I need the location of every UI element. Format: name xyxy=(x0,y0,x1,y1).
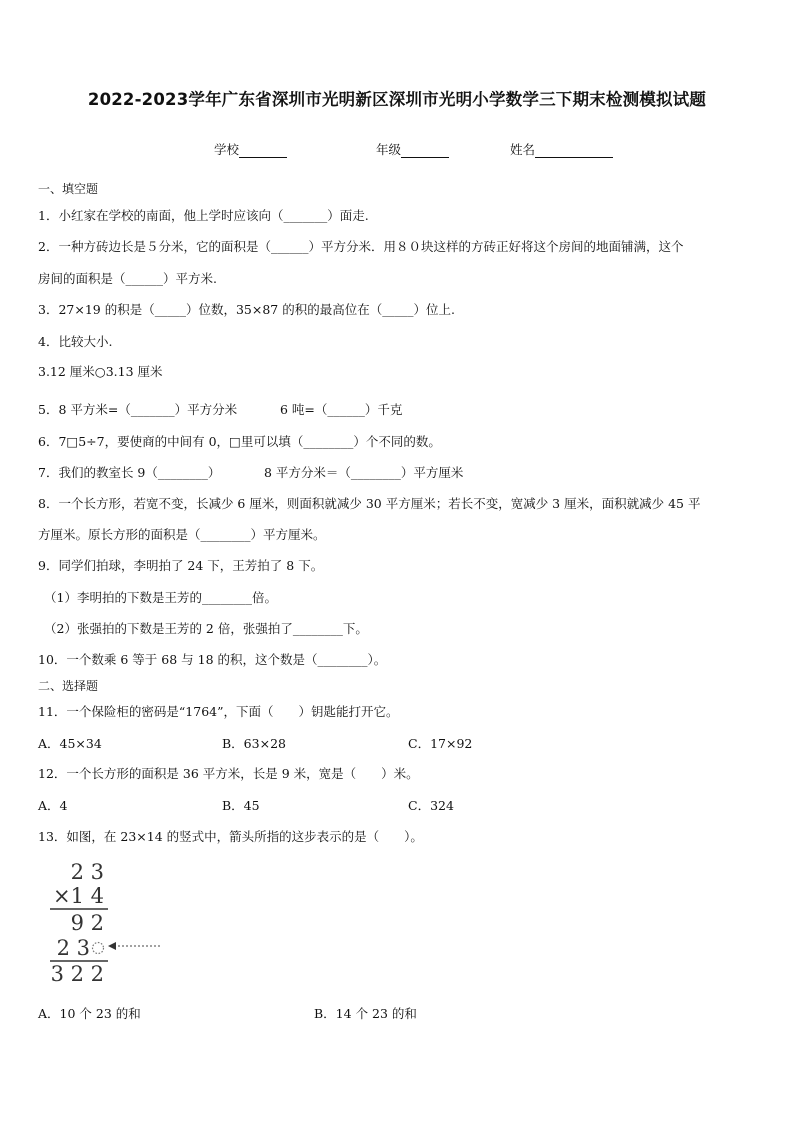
question-12: 12．一个长方形的面积是 36 平方米，长是 9 米，宽是（ ）米。 xyxy=(38,766,419,781)
question-9-sub-1: （1）李明拍的下数是王芳的________倍。 xyxy=(44,590,277,605)
section-choice-heading: 二、选择题 xyxy=(38,679,99,693)
calc-row-result: 3 2 2 xyxy=(50,962,104,986)
calc-row-multiplier: ×1 4 xyxy=(53,884,104,908)
question-11-option-a[interactable]: A．45×34 xyxy=(38,736,102,751)
school-field[interactable] xyxy=(214,140,287,158)
question-13: 13．如图，在 23×14 的竖式中，箭头所指的这步表示的是（ ）。 xyxy=(38,829,423,844)
calc-row-partial-2: 2 3 xyxy=(56,936,90,960)
question-5-part-b: 6 吨=（______）千克 xyxy=(280,402,403,417)
grade-field[interactable] xyxy=(376,140,449,158)
grade-label: 年级 xyxy=(376,142,402,157)
question-10: 10．一个数乘 6 等于 68 与 18 的积，这个数是（________）。 xyxy=(38,652,387,667)
question-2-line-1: 2．一种方砖边长是５分米，它的面积是（______）平方分米．用８０块这样的方砖正好将这个房间的地面铺满，这个 xyxy=(38,239,684,254)
question-12-option-a[interactable]: A．4 xyxy=(38,798,68,813)
question-9-sub-2: （2）张强拍的下数是王芳的 2 倍，张强拍了________下。 xyxy=(44,621,368,636)
question-4-compare: 3.12 厘米○3.13 厘米 xyxy=(38,364,163,379)
question-13-option-b[interactable]: B．14 个 23 的和 xyxy=(314,1006,417,1021)
question-11: 11．一个保险柜的密码是“1764”，下面（ ）钥匙能打开它。 xyxy=(38,704,399,719)
name-blank[interactable] xyxy=(535,143,613,158)
student-info-line xyxy=(0,140,794,160)
name-field[interactable] xyxy=(510,140,613,158)
question-9: 9．同学们拍球，李明拍了 24 下，王芳拍了 8 下。 xyxy=(38,558,324,573)
question-3: 3．27×19 的积是（_____）位数，35×87 的积的最高位在（_____）位上. xyxy=(38,302,455,317)
question-7-part-a: 7．我们的教室长 9（________） xyxy=(38,465,221,480)
school-blank[interactable] xyxy=(239,143,287,158)
question-12-option-c[interactable]: C．324 xyxy=(408,798,454,813)
question-8-line-2: 方厘米。原长方形的面积是（________）平方厘米。 xyxy=(38,527,326,542)
question-12-option-b[interactable]: B．45 xyxy=(222,798,260,813)
dotted-placeholder-circle-icon xyxy=(93,943,104,954)
question-6: 6．7□5÷7，要使商的中间有 0，□里可以填（________）个不同的数。 xyxy=(38,434,441,449)
section-fill-heading: 一、填空题 xyxy=(38,182,99,196)
question-2-line-2: 房间的面积是（______）平方米. xyxy=(38,271,217,286)
question-8-line-1: 8．一个长方形，若宽不变，长减少 6 厘米，则面积就减少 30 平方厘米；若长不变，宽减少 3 厘米，面积就减少 45 平 xyxy=(38,496,701,511)
question-1: 1．小红家在学校的南面，他上学时应该向（_______）面走. xyxy=(38,208,369,223)
question-11-option-c[interactable]: C．17×92 xyxy=(408,736,473,751)
question-4: 4．比较大小. xyxy=(38,334,113,349)
calc-row-multiplicand: 2 3 xyxy=(70,860,104,884)
arrow-left-icon xyxy=(108,942,116,950)
name-label: 姓名 xyxy=(510,142,536,157)
question-5-part-a: 5．8 平方米=（_______）平方分米 xyxy=(38,402,238,417)
question-13-option-a[interactable]: A．10 个 23 的和 xyxy=(38,1006,141,1021)
question-7-part-b: 8 平方分米＝（________）平方厘米 xyxy=(264,465,464,480)
question-11-option-b[interactable]: B．63×28 xyxy=(222,736,286,751)
vertical-multiplication-figure xyxy=(44,860,174,990)
page-title: 2022-2023学年广东省深圳市光明新区深圳市光明小学数学三下期末检测模拟试题 xyxy=(87,90,707,109)
grade-blank[interactable] xyxy=(401,143,449,158)
calc-row-partial-1: 9 2 xyxy=(70,911,104,935)
school-label: 学校 xyxy=(214,142,240,157)
